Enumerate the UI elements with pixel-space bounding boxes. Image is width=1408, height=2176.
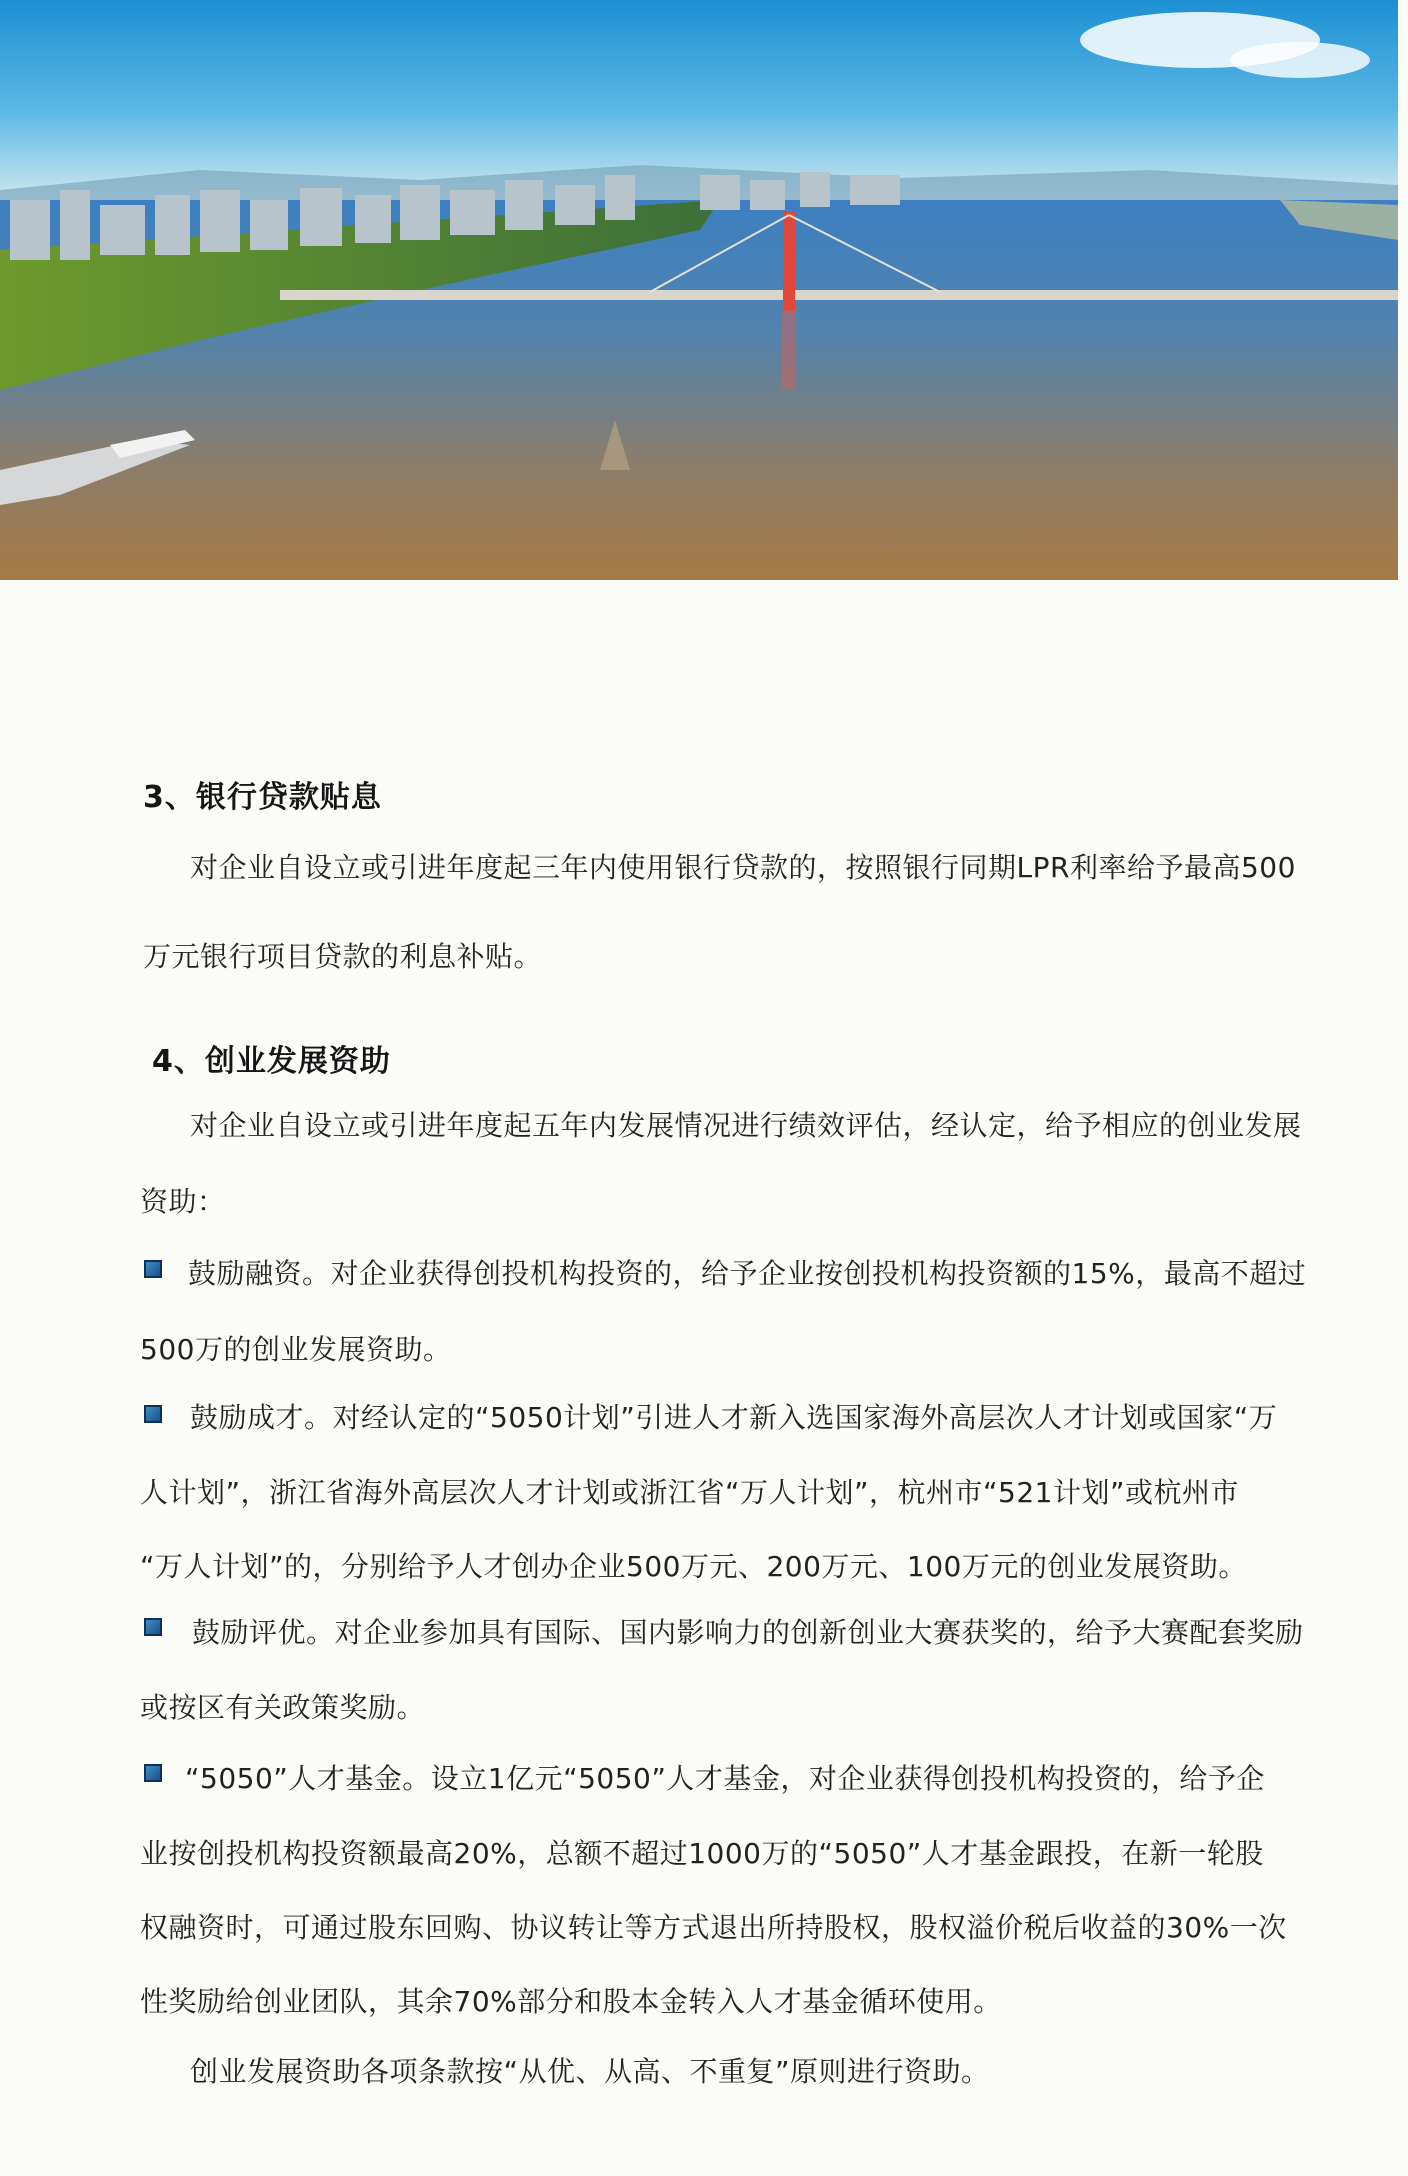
section-4-intro-line: 资助：: [140, 1185, 226, 1218]
section-3-paragraph-line: 对企业自设立或引进年度起三年内使用银行贷款的，按照银行同期LPR利率给予最高500: [190, 851, 1296, 884]
square-bullet-icon: [144, 1618, 162, 1636]
closing-paragraph: 创业发展资助各项条款按“从优、从高、不重复”原则进行资助。: [190, 2055, 990, 2088]
list-item-line: 权融资时，可通过股东回购、协议转让等方式退出所持股权，股权溢价税后收益的30%一次: [140, 1911, 1287, 1944]
section-3-paragraph-line: 万元银行项目贷款的利息补贴。: [143, 940, 543, 973]
section-3-heading: 3、银行贷款贴息: [143, 780, 382, 815]
list-item-line: “5050”人才基金。设立1亿元“5050”人才基金，对企业获得创投机构投资的，给予企: [185, 1762, 1265, 1795]
list-item-line: 人计划”，浙江省海外高层次人才计划或浙江省“万人计划”，杭州市“521计划”或杭州市: [140, 1476, 1239, 1509]
list-item-line: 500万的创业发展资助。: [140, 1333, 452, 1366]
section-4-intro-line: 对企业自设立或引进年度起五年内发展情况进行绩效评估，经认定，给予相应的创业发展: [190, 1109, 1302, 1142]
list-item-line: 鼓励融资。对企业获得创投机构投资的，给予企业按创投机构投资额的15%，最高不超过: [188, 1257, 1307, 1290]
list-item-line: 鼓励成才。对经认定的“5050计划”引进人才新入选国家海外高层次人才计划或国家“万: [190, 1401, 1278, 1434]
square-bullet-icon: [144, 1260, 162, 1278]
list-item-line: 性奖励给创业团队，其余70%部分和股本金转入人才基金循环使用。: [140, 1985, 1002, 2018]
list-item-line: 或按区有关政策奖励。: [140, 1691, 426, 1724]
list-item-line: “万人计划”的，分别给予人才创办企业500万元、200万元、100万元的创业发展资助。: [140, 1550, 1247, 1583]
list-item-line: 鼓励评优。对企业参加具有国际、国内影响力的创新创业大赛获奖的，给予大赛配套奖励: [192, 1616, 1304, 1649]
section-4-heading: 4、创业发展资助: [152, 1044, 391, 1079]
square-bullet-icon: [144, 1764, 162, 1782]
square-bullet-icon: [144, 1405, 162, 1423]
list-item-line: 业按创投机构投资额最高20%，总额不超过1000万的“5050”人才基金跟投，在新一轮股: [140, 1837, 1264, 1870]
